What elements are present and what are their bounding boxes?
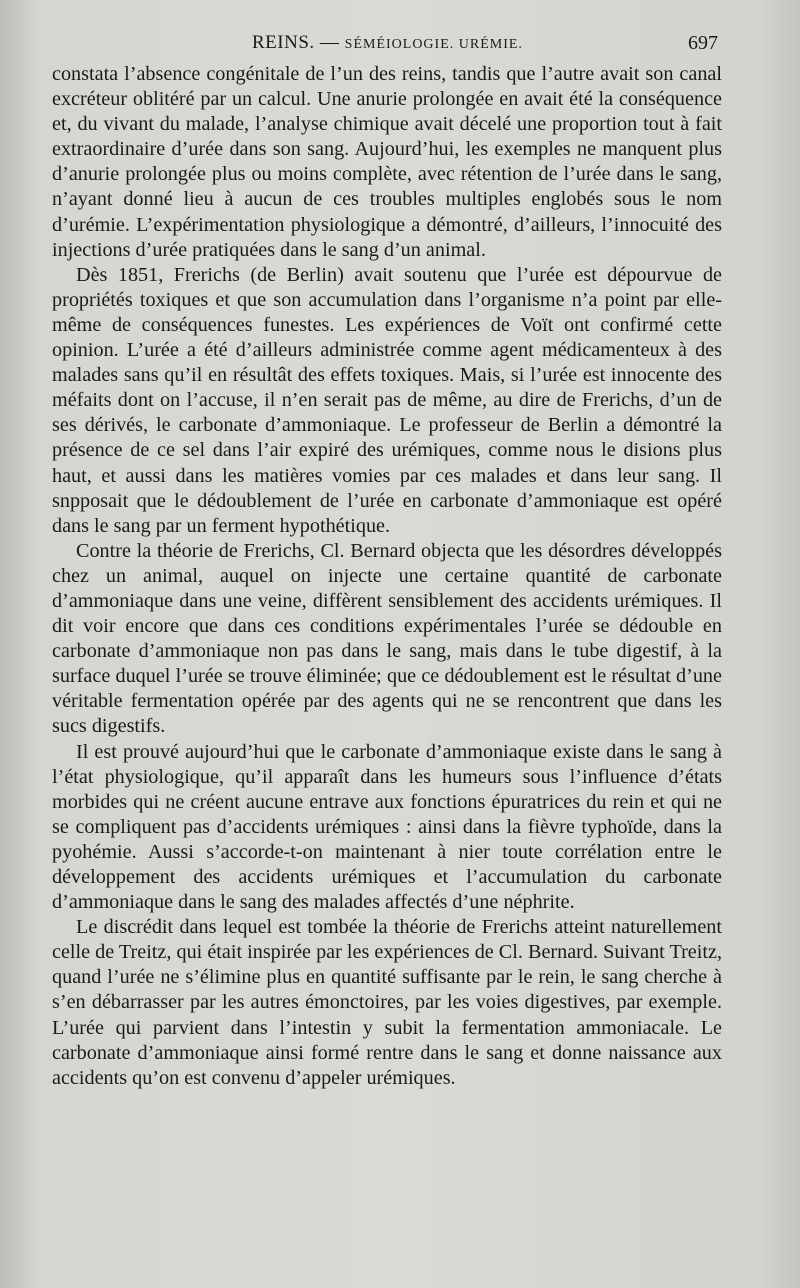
paragraph: Dès 1851, Frerichs (de Berlin) avait soutenu que l’urée est dépourvue de propriétés toxiques et que son accumulation dans l’organisme n’a point par elle-même de conséquences funestes. Les expériences de Voït ont confirmé cette opinion. L’urée a été d’ailleurs administrée comme agent médicamenteux à des malades sans qu’il en résultât des effets toxiques. Mais, si l’urée est innocente des méfaits dont on l’accuse, il n’en serait pas de même, au dire de Frerichs, d’un de ses dérivés, le carbonate d’ammoniaque. Le professeur de Berlin a démontré la présence de ce sel dans l’air expiré des urémiques, comme nous le disions plus haut, et aussi dans les matières vomies par ces malades et dans leur sang. Il snpposait que le dédoublement de l’urée en carbonate d’ammoniaque est opéré dans le sang par un ferment hypothétique. <box>52 263 722 537</box>
paragraph: Contre la théorie de Frerichs, Cl. Bernard objecta que les désordres développés chez un animal, auquel on injecte une certaine quantité de carbonate d’ammoniaque dans une veine, diffèrent sensiblement des accidents urémiques. Il dit voir encore que dans ces conditions expérimentales l’urée se dédouble en carbonate d’ammoniaque non pas dans le sang, mais dans le tube digestif, à la surface duquel l’urée se trouve éliminée; que ce dédoublement est le résultat d’une véritable fermentation opérée par des agents qui ne se rencontrent que dans les sucs digestifs. <box>52 539 722 738</box>
header-title: REINS. <box>252 32 315 53</box>
running-title <box>252 32 523 54</box>
running-header <box>0 32 800 60</box>
paragraph: Il est prouvé aujourd’hui que le carbonate d’ammoniaque existe dans le sang à l’état physiologique, qu’il apparaît dans les humeurs sous l’influence d’états morbides qui ne créent aucune entrave aux fonctions épuratrices du rein et qui ne se compliquent pas d’accidents urémiques : ainsi dans la fièvre typhoïde, dans la pyohémie. Aussi s’accorde-t-on maintenant à nier toute corrélation entre le développement des accidents urémiques et l’accumulation du carbonate d’ammoniaque dans le sang des malades affectés d’une néphrite. <box>52 740 722 914</box>
header-dash: — <box>319 32 340 53</box>
paragraph: constata l’absence congénitale de l’un des reins, tandis que l’autre avait son canal excréteur oblitéré par un calcul. Une anurie prolongée en avait été la conséquence et, du vivant du malade, l’analyse chimique avait décelé une proportion tout à fait extraordinaire d’urée dans son sang. Aujourd’hui, les exemples ne manquent plus d’anurie prolongée plus ou moins complète, avec rétention de l’urée dans le sang, n’ayant donné lieu à aucun de ces troubles multiples englobés sous le nom d’urémie. L’expérimentation physiologique a démontré, d’ailleurs, l’innocuité des injections d’urée pratiquées dans le sang d’un animal. <box>52 63 722 261</box>
header-subtitle: SÉMÉIOLOGIE. URÉMIE. <box>344 37 523 52</box>
page-number: 697 <box>688 32 718 54</box>
paragraph: Le discrédit dans lequel est tombée la théorie de Frerichs atteint naturellement celle de Treitz, qui était inspirée par les expériences de Cl. Bernard. Suivant Treitz, quand l’urée ne s’élimine plus en quantité suffisante par le rein, le sang cherche à s’en débarrasser par les autres émonctoires, par les voies digestives, par exemple. L’urée qui parvient dans l’intestin y subit la fermentation ammoniacale. Le carbonate d’ammoniaque ainsi formé rentre dans le sang et donne naissance aux accidents qu’on est convenu d’appeler urémiques. <box>52 916 722 1089</box>
body-text <box>52 62 722 1091</box>
